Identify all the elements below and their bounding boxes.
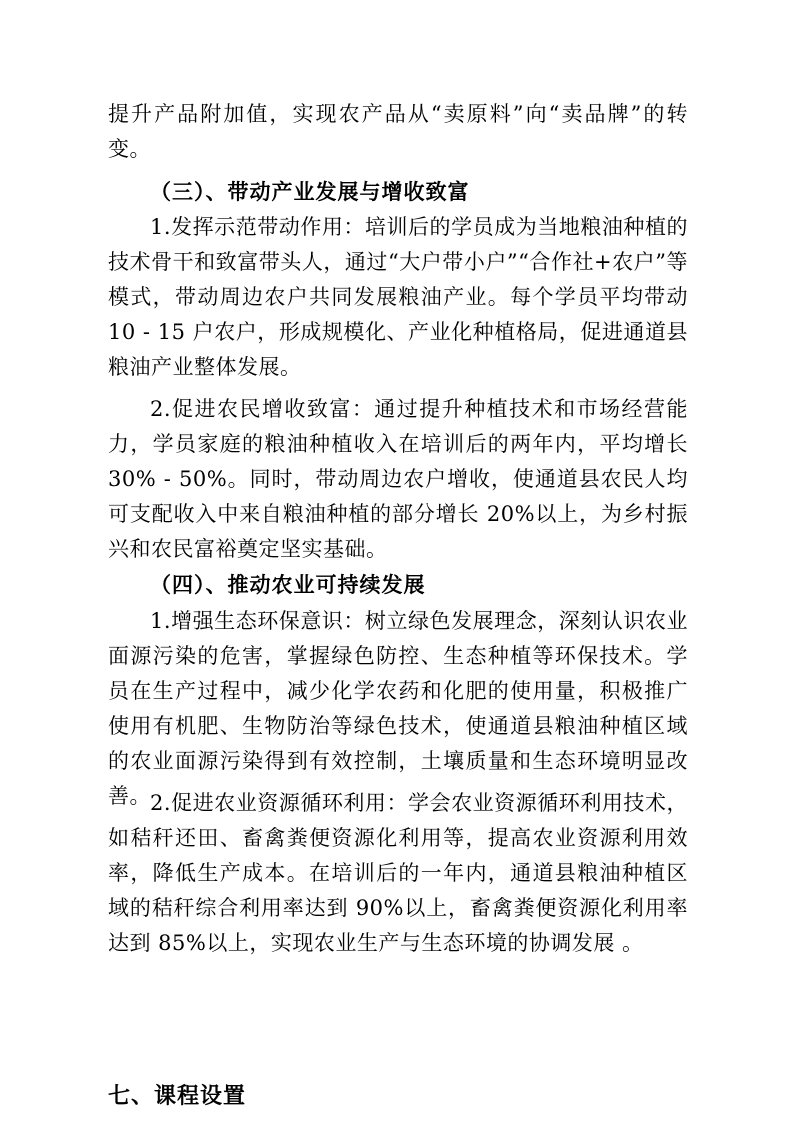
- paragraph-3-2: 2.促进农民增收致富：通过提升种植技术和市场经营能力，学员家庭的粮油种植收入在培训后的两年内，平均增长 30% - 50%。同时，带动周边农户增收，使通道县农民人均可支配收入中来自粮油种植的部分增长 20%以上，为乡村振兴和农民富裕奠定坚实基础。: [108, 397, 688, 561]
- paragraph-3-1: 1.发挥示范带动作用：培训后的学员成为当地粮油种植的技术骨干和致富带头人，通过“大户带小户”“合作社+农户”等模式，带动周边农户共同发展粮油产业。每个学员平均带动 10 - 15 户农户，形成规模化、产业化种植格局，促进通道县粮油产业整体发展。: [108, 215, 688, 379]
- section-heading-3: （三）、带动产业发展与增收致富: [150, 179, 470, 204]
- continuation-paragraph: 提升产品附加值，实现农产品从“卖原料”向“卖品牌”的转变。: [108, 102, 688, 161]
- section-heading-4: （四）、推动农业可持续发展: [150, 572, 426, 597]
- paragraph-4-1: 1.增强生态环保意识：树立绿色发展理念，深刻认识农业面源污染的危害，掌握绿色防控、生态种植等环保技术。学员在生产过程中，减少化学农药和化肥的使用量，积极推广使用有机肥、生物防治等绿色技术，使通道县粮油种植区域的农业面源污染得到有效控制，土壤质量和生态环境明显改善。: [108, 609, 688, 808]
- paragraph-4-2: 2.促进农业资源循环利用：学会农业资源循环利用技术，如秸秆还田、畜禽粪便资源化利用等，提高农业资源利用效率，降低生产成本。在培训后的一年内，通道县粮油种植区域的秸秆综合利用率达到 90%以上，畜禽粪便资源化利用率达到 85%以上，实现农业生产与生态环境的协调发展 。: [108, 791, 688, 955]
- chapter-title: 七、课程设置: [108, 1083, 247, 1109]
